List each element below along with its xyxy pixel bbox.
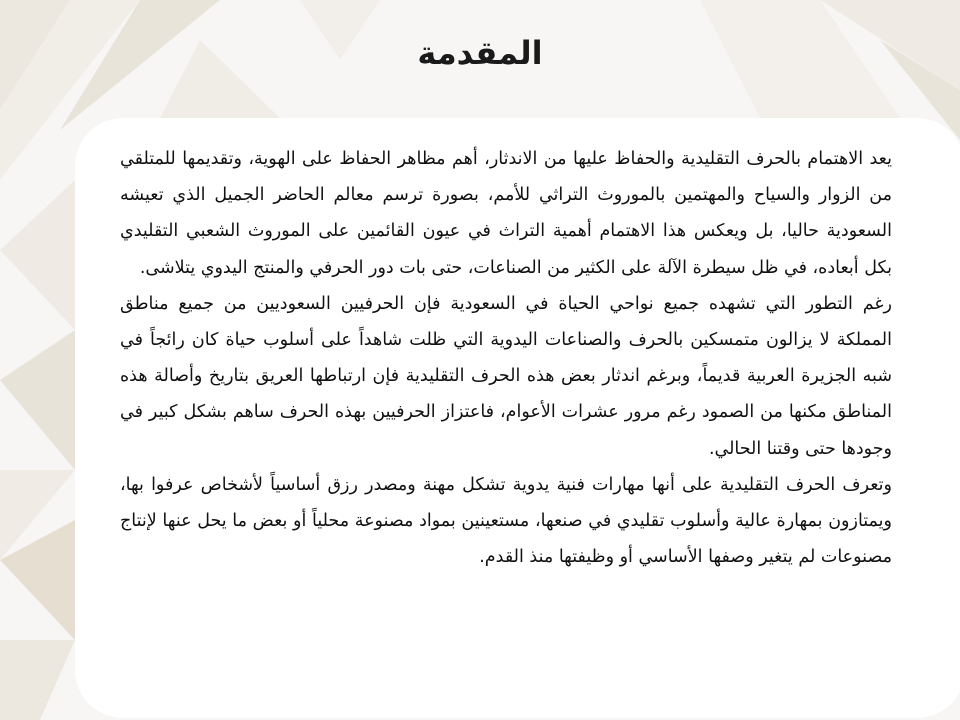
paragraph-2: رغم التطور التي تشهده جميع نواحي الحياة في السعودية فإن الحرفيين السعوديين من جميع مناطق المملكة لا يزالون متمسكين بالحرف والصناعات اليدوية التي ظلت شاهداً على أسلوب حياة كان رائجاً في شبه الجزيرة العربية قديماً، وبرغم اندثار بعض هذه الحرف التقليدية فإن ارتباطها العريق بتاريخ وأصالة هذه المناطق مكنها من الصمود رغم مرور عشرات الأعوام، فاعتزاز الحرفيين بهذه الحرف ساهم بشكل كبير في وجودها حتى وقتنا الحالي. — [120, 293, 892, 459]
body-text — [120, 141, 892, 575]
page-title: المقدمة — [417, 34, 543, 72]
paragraph-1: يعد الاهتمام بالحرف التقليدية والحفاظ عليها من الاندثار، أهم مظاهر الحفاظ على الهوية، وتقديمها للمتلقي من الزوار والسياح والمهتمين بالموروث التراثي للأمم، بصورة ترسم معالم الحاضر الجميل الذي تعيشه السعودية حاليا، بل ويعكس هذا الاهتمام أهمية التراث في عيون القائمين على الموروث الشعبي التقليدي بكل أبعاده، في ظل سيطرة الآلة على الكثير من الصناعات، حتى بات دور الحرفي والمنتج اليدوي يتلاشى. — [120, 149, 892, 278]
paragraph-3: وتعرف الحرف التقليدية على أنها مهارات فنية يدوية تشكل مهنة ومصدر رزق أساسياً لأشخاص عرفوا بها، ويمتازون بمهارة عالية وأسلوب تقليدي في صنعها، مستعينين بمواد مصنوعة محلياً أو بعض ما يحل عنها لإنتاج مصنوعات لم يتغير وصفها الأساسي أو وظيفتها منذ القدم. — [120, 474, 892, 568]
